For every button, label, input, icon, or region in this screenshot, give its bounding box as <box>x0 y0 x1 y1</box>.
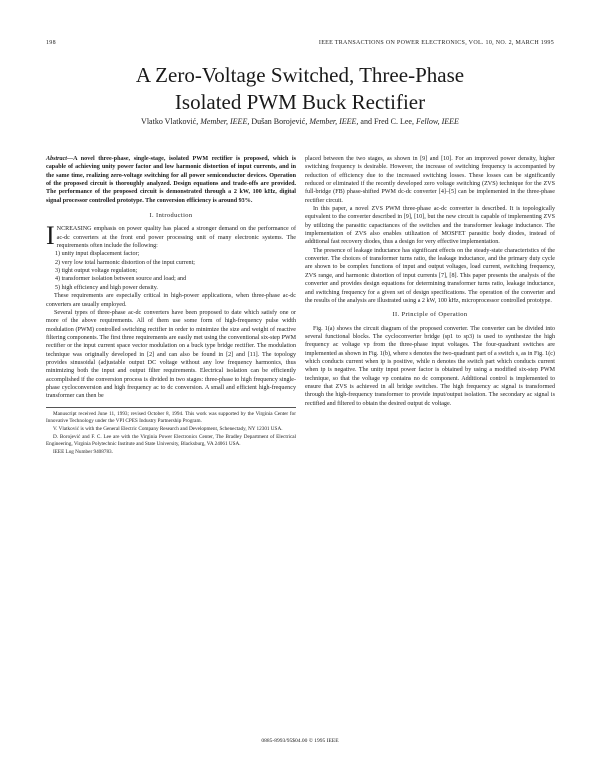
author-2-name: Dušan Borojević, <box>251 117 308 126</box>
author-1-name: Vlatko Vlatković, <box>141 117 199 126</box>
author-and: and <box>360 117 372 126</box>
abstract <box>46 155 296 205</box>
copyright-footer: 0885-8993/95$04.00 © 1995 IEEE <box>261 738 339 744</box>
drop-cap: I <box>46 221 55 251</box>
intro-paragraph-1-text: NCREASING emphasis on power quality has placed a stronger demand on the performance of ac-dc converters at the front end power processing unit of many electronic systems. The requirements often include the following: <box>56 226 296 250</box>
requirement-item: 2) very low total harmonic distortion of the input current; <box>55 259 195 266</box>
journal-citation: IEEE TRANSACTIONS ON POWER ELECTRONICS, VOL. 10, NO. 2, MARCH 1995 <box>318 40 554 46</box>
footnote-manuscript: Manuscript received June 11, 1993; revised October 8, 1994. This work was supported by the Virginia Center for Innovative Technology under the VPI CPES Industry Partnership Program. <box>46 410 296 424</box>
paper-title <box>40 62 560 116</box>
requirement-item: 4) transformer isolation between source and load; and <box>55 276 187 283</box>
section-heading-introduction: I. Introduction <box>149 212 193 220</box>
author-3-role: Fellow, IEEE <box>415 117 459 126</box>
intro-paragraph-3: Several types of three-phase ac-dc converters have been proposed to date which satisfy one or more of the above requirements. All of them use some form of high-frequency pulse width modulation (PWM) controlled switching rectifier in order to minimize the size and weight of reactive filtering components. The first three requirements are easily met using the conventional six-step PWM rectifier or the input current space vector modulation on a buck type bridge rectifier. The modulation technique was originally developed in [2] and can also be found in [2] and [11]. The topology provides sinusoidal (adjustable output DC voltage without any low frequency harmonics, thus minimizing both the input and output filter requirements. Electrical isolation can be efficiently accomplished if the conversion process is divided in two stages: three-phase to high frequency single-phase cycloconversion and high frequency ac to dc conversion. A small and efficient high-frequency transformer can then be <box>46 309 297 400</box>
author-3-name: Fred C. Lee, <box>373 117 414 126</box>
footnote-authors-2-3: D. Borojević and F. C. Lee are with the Virginia Power Electronics Center, The Bradley Department of Electrical Engineering, Virginia Polytechnic Institute and State University, Blacksburg, VA 24061 USA. <box>46 433 296 447</box>
section-heading-principle-of-operation: II. Principle of Operation <box>392 311 468 319</box>
right-paragraph-4: Fig. 1(a) shows the circuit diagram of the proposed converter. The converter can be divided into several functional blocks. The cycloconverter bridge (sp1 to sp3) is used to synthesize the high frequency ac voltage vp from the three-phase input voltages. The four-quadrant switches are implemented as shown in Fig. 1(b), where s denotes the two-quadrant part of a switch s, as in Fig. 1(c) which conducts current when ip is positive, while n denotes the switch part which conducts current when ip is negative. The unity input power factor is obtained by using a modified six-step PWM technique, so that the voltage vp contains no dc component. Additional control is implemented to ensure that ZVS is achieved in all bridge switches. The high frequency ac signal is transformed through the high-frequency transformer to provide input/output isolation. The secondary ac signal is rectified and filtered to obtain the desired output dc voltage. <box>305 325 555 407</box>
page-number: 198 <box>46 40 56 46</box>
title-line-2: Isolated PWM Buck Rectifier <box>174 90 426 114</box>
title-line-1: A Zero-Voltage Switched, Three-Phase <box>135 63 465 87</box>
left-column <box>46 155 296 457</box>
requirements-list <box>46 250 296 292</box>
abstract-text: A novel three-phase, single-stage, isolated PWM rectifier is proposed, which is capable of achieving unity power factor and low harmonic distortion of input currents, and in the same time, realizing zero-voltage switching for all power semiconductor devices. Operation of the proposed circuit is thoroughly analyzed. Design equations and trade-offs are provided. The performance of the proposed circuit is demonstrated through a 2 kW, 100 kHz, digital signal processor controlled prototype. The conversion efficiency is around 93%. <box>46 156 296 204</box>
footnotes <box>46 407 296 456</box>
intro-paragraph-2: These requirements are especially critical in high-power applications, when three-phase ac-dc converters are usually employed. <box>46 293 296 308</box>
requirement-item: 1) unity input displacement factor; <box>55 251 140 258</box>
right-paragraph-3: The presence of leakage inductance has significant effects on the steady-state characteristics of the converter. The choices of transformer turns ratio, the leakage inductance, and the primary duty cycle are shown to be complex functions of input and output voltages, load current, switching frequency, ZVS range, and harmonic distortion of input currents [7], [8]. This paper presents the analysis of the converter and provides design equations for determining transformer turns ratio, leakage inductance, and switching frequency for a given set of design specifications. The operation of the converter and the results of the analysis are illustrated using a 2 kW, 100 kHz, microprocessor controlled prototype. <box>305 247 555 304</box>
right-column <box>305 155 555 408</box>
abstract-label: Abstract— <box>46 156 74 162</box>
requirement-item: 5) high efficiency and high power density. <box>55 284 158 291</box>
footnote-author-1: V. Vlatković is with the General Electric Company Research and Development, Schenectady, NY 12301 USA. <box>53 425 283 432</box>
running-header <box>46 40 554 50</box>
author-list <box>40 117 560 126</box>
footnote-log-number: IEEE Log Number 9408783. <box>53 448 113 455</box>
requirement-item: 3) tight output voltage regulation; <box>55 268 138 275</box>
right-paragraph-1: placed between the two stages, as shown in [9] and [10]. For an improved power density, higher switching frequency is desirable. However, the increase of switching frequency is accompanied by reduction of efficiency due to the increased switching losses. These losses can be significantly reduced or eliminated if the recently developed zero voltage switching (ZVS) technique for the ZVS full-bridge (FB) phase-shifted PWM dc-dc converter [4]–[5] can be implemented in the three-phase rectifier circuit. <box>305 156 555 204</box>
intro-paragraph-1 <box>46 221 296 251</box>
author-1-role: Member, IEEE, <box>200 117 250 126</box>
author-2-role: Member, IEEE, <box>309 117 359 126</box>
right-paragraph-2: In this paper, a novel ZVS PWM three-phase ac-dc converter is described. It is topologically equivalent to the converter described in [9], [10], but the new circuit is capable of implementing ZVS by utilizing the parasitic capacitances of the switches and the transformer leakage inductance. The implementation of ZVS also enables utilization of MOSFET parasitic body diodes, instead of additional fast recovery diodes, thus a design for very effective implementation. <box>305 206 555 246</box>
